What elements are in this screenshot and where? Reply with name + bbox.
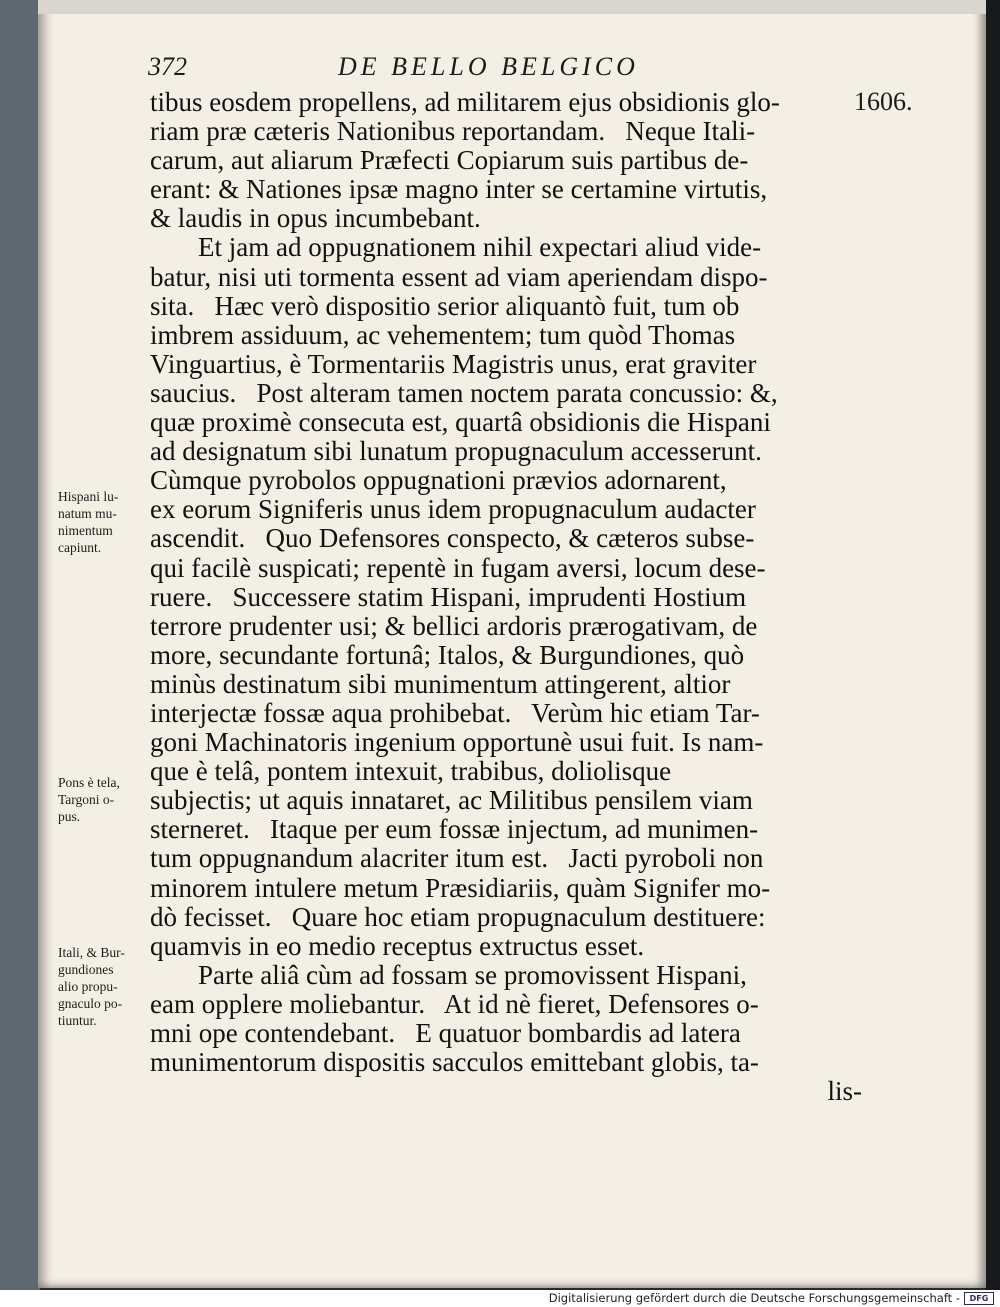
text-line-content: ruere. Successere statim Hispani, imprudenti Hostium <box>150 581 747 612</box>
text-line <box>150 88 862 117</box>
text-line <box>150 903 862 932</box>
text-line-content: erant: & Nationes ipsæ magno inter se certamine virtutis, <box>150 174 768 205</box>
margin-note-line: Itali, & Bur- <box>58 945 125 960</box>
text-line <box>150 612 862 641</box>
text-line-content: Et jam ad oppugnationem nihil expectari aliud vide- <box>198 232 762 263</box>
text-line-content: batur, nisi uti tormenta essent ad viam aperiendam dispo- <box>150 261 768 292</box>
text-line-content: saucius. Post alteram tamen noctem parata concussio: &, <box>150 377 778 408</box>
margin-note-1 <box>58 488 156 556</box>
margin-note-line: Pons è tela, <box>58 775 120 790</box>
text-line <box>150 437 862 466</box>
text-line <box>150 146 862 175</box>
text-line-content: Vinguartius, è Tormentariis Magistris unus, erat graviter <box>150 348 757 379</box>
text-line-content: goni Machinatoris ingenium opportunè usui fuit. Is nam- <box>150 727 764 758</box>
text-line <box>150 321 862 350</box>
footer-credit: Digitalisierung gefördert durch die Deutsche Forschungsgemeinschaft - <box>548 1291 960 1305</box>
scan-left-border <box>0 0 40 1290</box>
text-line <box>150 670 862 699</box>
text-line <box>150 1048 862 1077</box>
text-line-content: & laudis in opus incumbebant. <box>150 203 481 234</box>
text-line-content: tibus eosdem propellens, ad militarem ejus obsidionis glo- <box>150 87 780 117</box>
text-line-content: sita. Hæc verò dispositio serior aliquantò fuit, tum ob <box>150 290 740 321</box>
footer-bar <box>0 1290 1000 1307</box>
text-line <box>150 379 862 408</box>
text-line-content: dò fecisset. Quare hoc etiam propugnaculum destituere: <box>150 901 766 932</box>
text-line-content: riam præ cæteris Nationibus reportandam. Neque Itali- <box>150 116 756 147</box>
text-line <box>150 524 862 553</box>
text-line <box>150 292 862 321</box>
scan-right-border <box>985 0 1000 1290</box>
margin-note-2 <box>58 774 156 825</box>
body-text <box>150 88 862 1106</box>
text-line <box>150 263 862 292</box>
margin-note-line: natum mu- <box>58 506 117 521</box>
margin-note-line: tiuntur. <box>58 1013 97 1028</box>
text-line <box>150 728 862 757</box>
dfg-logo: DFG <box>964 1292 994 1305</box>
text-line-content: carum, aut aliarum Præfecti Copiarum suis partibus de- <box>150 145 749 176</box>
margin-note-line: pus. <box>58 809 81 824</box>
text-line <box>150 175 862 204</box>
text-line-content: terrore prudenter usi; & bellici ardoris prærogativam, de <box>150 610 758 641</box>
text-line-content: Cùmque pyrobolos oppugnationi prævios adornarent, <box>150 465 727 496</box>
text-line-content: sterneret. Itaque per eum fossæ injectum, ad munimen- <box>150 814 759 845</box>
margin-note-line: gundiones <box>58 962 114 977</box>
text-line-content: eam opplere moliebantur. At id nè fieret, Defensores o- <box>150 988 759 1019</box>
text-line <box>150 117 862 146</box>
text-line-content: Parte aliâ cùm ad fossam se promovissent Hispani, <box>198 959 747 990</box>
margin-note-3 <box>58 944 156 1029</box>
text-line <box>150 350 862 379</box>
text-line-content: munimentorum dispositis sacculos emittebant globis, ta- <box>150 1047 759 1078</box>
text-line <box>150 1019 862 1048</box>
scan-top-strip <box>38 0 986 14</box>
text-line <box>150 583 862 612</box>
text-line <box>150 641 862 670</box>
text-line <box>150 990 862 1019</box>
text-line-content: mni ope contendebant. E quatuor bombardis ad latera <box>150 1018 741 1048</box>
text-line <box>150 699 862 728</box>
text-line-content: more, secundante fortunâ; Italos, & Burgundiones, quò <box>150 639 745 670</box>
text-line <box>150 554 862 583</box>
margin-note-line: gnaculo po- <box>58 996 123 1011</box>
text-line <box>150 874 862 903</box>
text-line-content: minùs destinatum sibi munimentum attingerent, altior <box>150 668 731 699</box>
text-line <box>150 408 862 437</box>
text-line <box>150 204 862 233</box>
text-line <box>150 815 862 844</box>
text-line-content: imbrem assiduum, ac vehementem; tum quòd Thomas <box>150 319 736 350</box>
text-line <box>150 466 862 495</box>
text-line-content: quæ proximè consecuta est, quartâ obsidionis die Hispani <box>150 407 771 438</box>
text-line-content: ex eorum Signiferis unus idem propugnaculum audacter <box>150 494 756 525</box>
margin-note-line: Hispani lu- <box>58 489 119 504</box>
margin-note-line: Targoni o- <box>58 792 115 807</box>
text-line <box>150 495 862 524</box>
text-line <box>150 932 862 961</box>
margin-note-line: capiunt. <box>58 540 102 555</box>
text-line <box>150 1077 862 1106</box>
text-line-content: ascendit. Quo Defensores conspecto, & cæteros subse- <box>150 523 755 554</box>
page-number: 372 <box>148 52 187 81</box>
text-line-content: lis- <box>827 1076 862 1107</box>
margin-year: 1606. <box>854 87 913 116</box>
text-line <box>150 786 862 815</box>
text-line-content: ad designatum sibi lunatum propugnaculum accesserunt. <box>150 436 762 467</box>
text-line-content: que è telâ, pontem intexuit, trabibus, doliolisque <box>150 756 672 787</box>
text-line-content: minorem intulere metum Præsidiariis, quàm Signifer mo- <box>150 872 771 903</box>
text-line <box>150 844 862 873</box>
running-title: DE BELLO BELGICO <box>338 52 639 81</box>
margin-note-line: nimentum <box>58 523 113 538</box>
margin-note-line: alio propu- <box>58 979 118 994</box>
text-line <box>150 961 862 990</box>
text-line-content: interjectæ fossæ aqua prohibebat. Verùm hic etiam Tar- <box>150 697 760 728</box>
text-line <box>150 757 862 786</box>
text-line-content: subjectis; ut aquis innataret, ac Militibus pensilem viam <box>150 785 753 816</box>
text-line-content: qui facilè suspicati; repentè in fugam aversi, locum dese- <box>150 552 766 583</box>
text-line-content: tum oppugnandum alacriter itum est. Jacti pyroboli non <box>150 843 764 874</box>
text-line <box>150 233 862 262</box>
text-line-content: quamvis in eo medio receptus extructus esset. <box>150 930 645 961</box>
